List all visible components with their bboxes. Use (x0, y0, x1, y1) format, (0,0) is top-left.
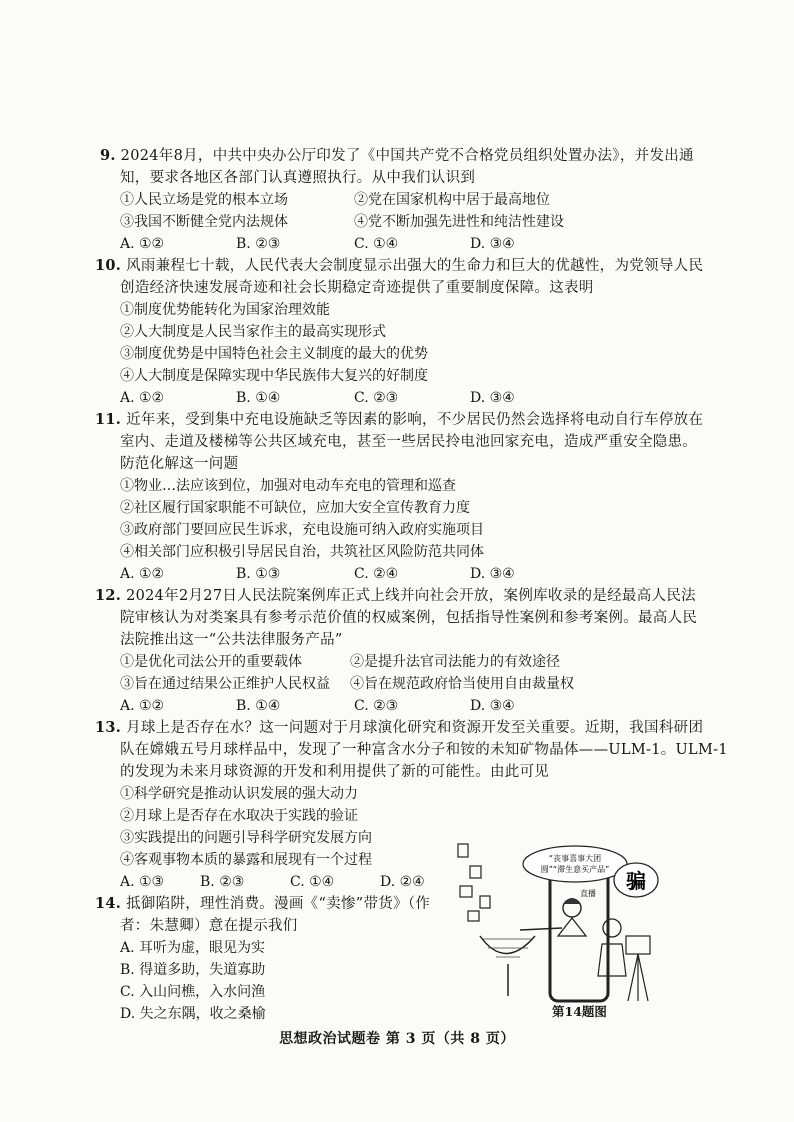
q13-statement-1: ①科学研究是推动认识发展的强大动力 (120, 786, 358, 802)
streamer-hair (563, 898, 581, 904)
tripod-leg (628, 954, 638, 1001)
basket-weave (482, 939, 532, 957)
q13-statement-4: ④客观事物本质的暴露和展现有一个过程 (120, 852, 372, 868)
q12-answer-a: A. ①② (120, 698, 165, 714)
q9-statement-2: ②党在国家机构中居于最高地位 (354, 192, 550, 208)
q9-answer-c: C. ①④ (354, 236, 399, 252)
page-footer: 思想政治试题卷 第 3 页（共 8 页） (279, 1031, 515, 1047)
pushing-arm (520, 928, 562, 930)
q11-answer-d: D. ③④ (470, 566, 515, 582)
q10-answer-d: D. ③④ (470, 390, 515, 406)
speech-bubble-line2: 圆”“滞生意买产品” (540, 865, 610, 874)
q11-answer-b: B. ①③ (236, 566, 281, 582)
q9-answer-b: B. ②③ (236, 236, 281, 252)
question-number: 11. (95, 411, 122, 428)
q12-statement-2: ②是提升法官司法能力的有效途径 (350, 654, 560, 670)
q13-answer-c: C. ①④ (290, 874, 335, 890)
q11-answer-a: A. ①② (120, 566, 165, 582)
q10-statement-4: ④人大制度是保障实现中华民族伟大复兴的好制度 (120, 368, 428, 384)
question-13-line-2: 队在嫦娥五号月球样品中，发现了一种富含水分子和铵的未知矿物晶体——ULM-1。ULM-1 (120, 742, 728, 758)
q9-answer-d: D. ③④ (470, 236, 515, 252)
question-12-line-2: 院审核认为对类案具有参考示范价值的权威案例，包括指导性案例和参考案例。最高人民 (120, 610, 698, 626)
q14-option-a: A. 耳听为虚，眼见为实 (120, 940, 266, 956)
q13-answer-b: B. ②③ (200, 874, 245, 890)
scam-sign: 骗 (626, 869, 646, 893)
question-10-line-1: 10. 风雨兼程七十载，人民代表大会制度显示出强大的生命力和巨大的优越性，为党领导人民 (95, 257, 704, 274)
q12-answer-c: C. ②③ (354, 698, 399, 714)
director-head (603, 919, 621, 937)
q10-statement-2: ②人大制度是人民当家作主的最高实现形式 (120, 324, 386, 340)
question-13-line-1: 13. 月球上是否存在水？这一问题对于月球演化研究和资源开发至关重要。近期，我国科研团 (95, 719, 704, 736)
script-board (626, 936, 650, 954)
q10-answer-c: C. ②③ (354, 390, 399, 406)
q12-statement-1: ①是优化司法公开的重要载体 (120, 654, 302, 670)
q9-statement-1: ①人民立场是党的根本立场 (120, 192, 288, 208)
q11-statement-2: ②社区履行国家职能不可缺位，应加大安全宣传教育力度 (120, 500, 470, 516)
director-body (598, 944, 626, 976)
question-number: 12. (95, 587, 122, 604)
question-11-line-1: 11. 近年来，受到集中充电设施缺乏等因素的影响，不少居民仍然会选择将电动自行车停放在 (95, 411, 704, 428)
phone-frame (550, 866, 608, 1001)
q10-answer-b: B. ①④ (236, 390, 281, 406)
tripod-leg (638, 954, 648, 1001)
q10-statement-3: ③制度优势是中国特色社会主义制度的最大的优势 (120, 346, 428, 362)
question-number: 9. (100, 147, 116, 164)
q12-answer-d: D. ③④ (470, 698, 515, 714)
figure-caption: 第14题图 (552, 1004, 607, 1019)
live-label: 直播 (580, 889, 596, 898)
question-number: 10. (95, 257, 122, 274)
q11-answer-c: C. ②④ (354, 566, 399, 582)
q13-answer-a: A. ①③ (120, 874, 165, 890)
question-14-line-1: 14. 抵御陷阱，理性消费。漫画《“卖惨”带货》（作 (95, 895, 431, 912)
speech-bubble (523, 846, 627, 882)
question-11-line-3: 防范化解这一问题 (120, 456, 239, 472)
question-12-line-1: 12. 2024年2月27日人民法院案例库正式上线并向社会开放，案例库收录的是经最高人民法 (95, 587, 696, 604)
question-9-line-1: 9. 2024年8月，中共中央办公厅印发了《中国共产党不合格党员组织处置办法》，并发出通 (100, 147, 694, 164)
question-14-line-2: 者：朱慧卿）意在提示我们 (120, 918, 298, 934)
product-box (468, 911, 479, 921)
q12-statement-3: ③旨在通过结果公正维护人民权益 (120, 676, 330, 692)
product-box (470, 866, 481, 878)
question-12-line-3: 法院推出这一“公共法律服务产品” (120, 632, 343, 648)
q9-statement-4: ④党不断加强先进性和纯洁性建设 (354, 214, 564, 230)
streamer-body (558, 918, 586, 936)
question-number: 14. (95, 895, 122, 912)
q9-statement-3: ③我国不断健全党内法规体 (120, 214, 288, 230)
product-box (458, 844, 468, 857)
q11-statement-3: ③政府部门要回应民生诉求，充电设施可纳入政府实施项目 (120, 522, 484, 538)
q14-option-d: D. 失之东隅，收之桑榆 (120, 1006, 266, 1022)
q10-statement-1: ①制度优势能转化为国家治理效能 (120, 302, 330, 318)
q12-statement-4: ④旨在规范政府恰当使用自由裁量权 (350, 676, 574, 692)
product-box (460, 886, 472, 897)
question-number: 13. (95, 719, 122, 736)
q14-option-b: B. 得道多助，失道寡助 (120, 962, 266, 978)
product-box (480, 896, 490, 908)
question-11-line-2: 室内、走道及楼梯等公共区域充电，甚至一些居民拎电池回家充电，造成严重安全隐患。 (120, 434, 698, 450)
question-9-line-2: 知，要求各地区各部门认真遵照执行。从中我们认识到 (120, 170, 476, 186)
question-10-line-2: 创造经济快速发展奇迹和社会长期稳定奇迹提供了重要制度保障。这表明 (120, 280, 594, 296)
q9-answer-a: A. ①② (120, 236, 165, 252)
q12-answer-b: B. ①④ (236, 698, 281, 714)
q14-option-c: C. 入山问樵，入水问渔 (120, 984, 266, 1000)
cartoon-figure (450, 836, 670, 1006)
speech-bubble-line1: “丧事喜事大团 (548, 854, 602, 863)
q13-statement-2: ②月球上是否存在水取决于实践的验证 (120, 808, 358, 824)
q13-answer-d: D. ②④ (380, 874, 425, 890)
question-13-line-3: 的发现为未来月球资源的开发和利用提供了新的可能性。由此可见 (120, 764, 550, 780)
q13-statement-3: ③实践提出的问题引导科学研究发展方向 (120, 830, 372, 846)
q11-statement-1: ①物业…法应该到位，加强对电动车充电的管理和巡查 (120, 478, 456, 494)
q10-answer-a: A. ①② (120, 390, 165, 406)
q11-statement-4: ④相关部门应积极引导居民自治，共筑社区风险防范共同体 (120, 544, 484, 560)
